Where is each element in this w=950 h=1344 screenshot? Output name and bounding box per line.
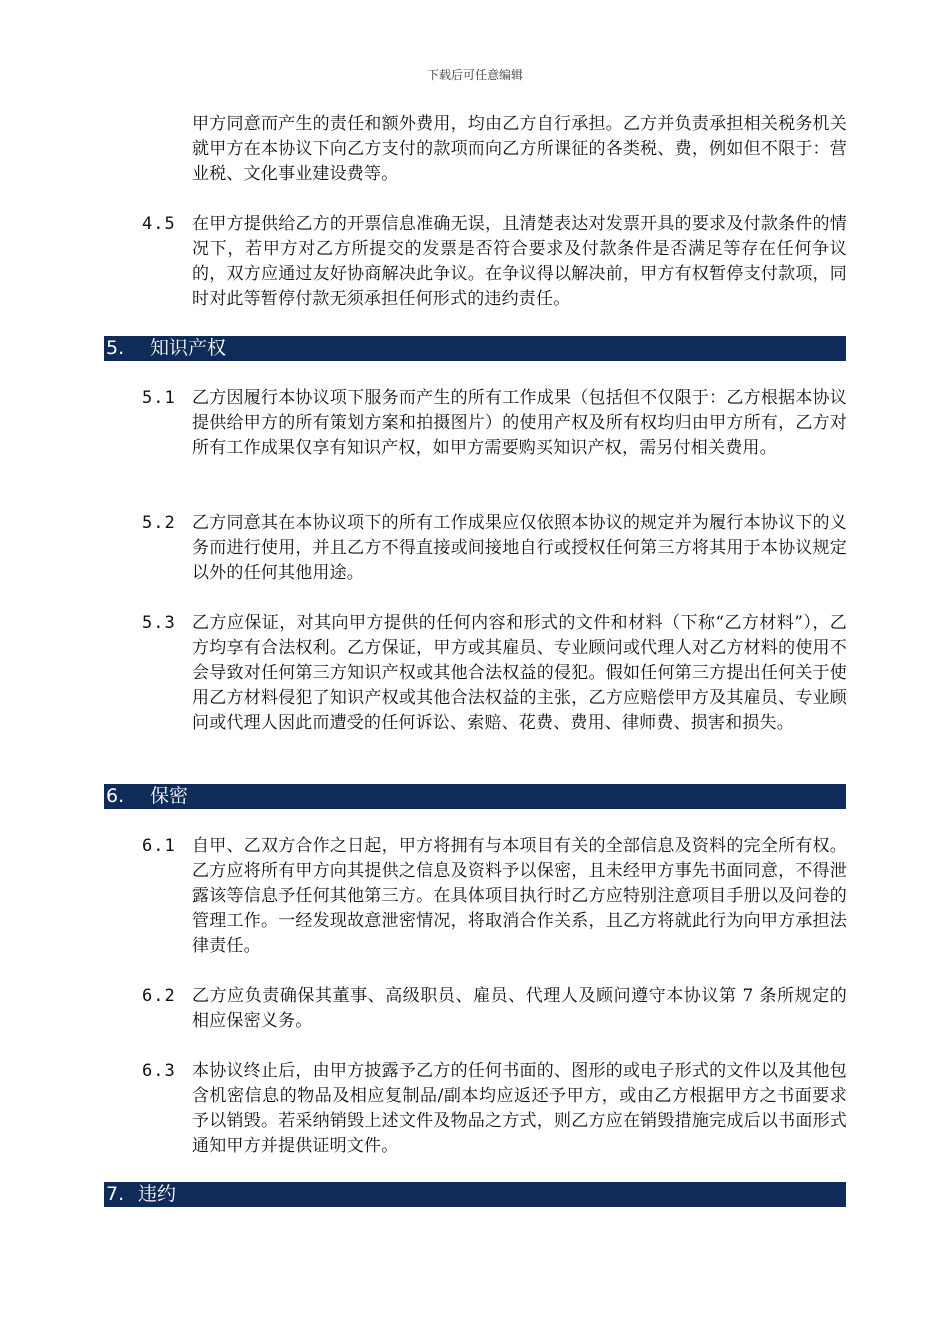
clause-number: 5.3 (142, 613, 176, 633)
clause-text: 乙方应负责确保其董事、高级职员、雇员、代理人及顾问遵守本协议第 7 条所规定的相应保密义务。 (192, 986, 847, 1031)
clause-number: 6.1 (142, 836, 176, 856)
section-title: 知识产权 (150, 337, 227, 359)
clause-text: 乙方应保证，对其向甲方提供的任何内容和形式的文件和材料（下称“乙方材料”），乙方均享有合法权利。乙方保证，甲方或其雇员、专业顾问或代理人对乙方材料的使用不会导致对任何第三方知识产权或其他合法权益的侵犯。假如任何第三方提出任何关于使用乙方材料侵犯了知识产权或其他合法权益的主张，乙方应赔偿甲方及其雇员、专业顾问或代理人因此而遭受的任何诉讼、索赔、花费、费用、律师费、损害和损失。 (192, 613, 847, 733)
clause-text: 乙方因履行本协议项下服务而产生的所有工作成果（包括但不仅限于：乙方根据本协议提供给甲方的所有策划方案和拍摄图片）的使用产权及所有权均归由甲方所有，乙方对所有工作成果仅享有知识产权，如甲方需要购买知识产权，需另付相关费用。 (192, 388, 847, 458)
clause-number: 5.2 (142, 513, 176, 533)
section-heading-5 (104, 336, 846, 361)
section-title: 保密 (150, 785, 189, 807)
section-heading-7 (104, 1182, 846, 1207)
section-heading-6 (104, 784, 846, 809)
intro-paragraph: 甲方同意而产生的责任和额外费用，均由乙方自行承担。乙方并负责承担相关税务机关就甲方在本协议下向乙方支付的款项而向乙方所课征的各类税、费，例如但不限于：营业税、文化事业建设费等。 (192, 114, 847, 184)
clause-text: 在甲方提供给乙方的开票信息准确无误，且清楚表达对发票开具的要求及付款条件的情况下，若甲方对乙方所提交的发票是否符合要求及付款条件是否满足等存在任何争议的，双方应通过友好协商解决此争议。在争议得以解决前，甲方有权暂停支付款项，同时对此等暂停付款无须承担任何形式的违约责任。 (192, 214, 847, 309)
clause-number: 4.5 (142, 214, 176, 234)
clause-number: 6.3 (142, 1061, 176, 1081)
section-number: 5. (106, 337, 125, 359)
clause-text: 自甲、乙双方合作之日起，甲方将拥有与本项目有关的全部信息及资料的完全所有权。乙方应将所有甲方向其提供之信息及资料予以保密，且未经甲方事先书面同意，不得泄露该等信息予任何其他第三方。在具体项目执行时乙方应特别注意项目手册以及问卷的管理工作。一经发现故意泄密情况，将取消合作关系，且乙方将就此行为向甲方承担法律责任。 (192, 836, 847, 956)
watermark-text: 下载后可任意编辑 (426, 68, 523, 82)
clause-number: 5.1 (142, 388, 176, 408)
clause-text: 本协议终止后，由甲方披露予乙方的任何书面的、图形的或电子形式的文件以及其他包含机密信息的物品及相应复制品/副本均应返还予甲方，或由乙方根据甲方之书面要求予以销毁。若采纳销毁上述文件及物品之方式，则乙方应在销毁措施完成后以书面形式通知甲方并提供证明文件。 (192, 1061, 847, 1156)
clause-text: 乙方同意其在本协议项下的所有工作成果应仅依照本协议的规定并为履行本协议下的义务而进行使用，并且乙方不得直接或间接地自行或授权任何第三方将其用于本协议规定以外的任何其他用途。 (192, 513, 847, 583)
section-title: 违约 (138, 1183, 177, 1205)
clause-number: 6.2 (142, 986, 176, 1006)
section-number: 7. (106, 1183, 125, 1205)
section-number: 6. (106, 785, 125, 807)
